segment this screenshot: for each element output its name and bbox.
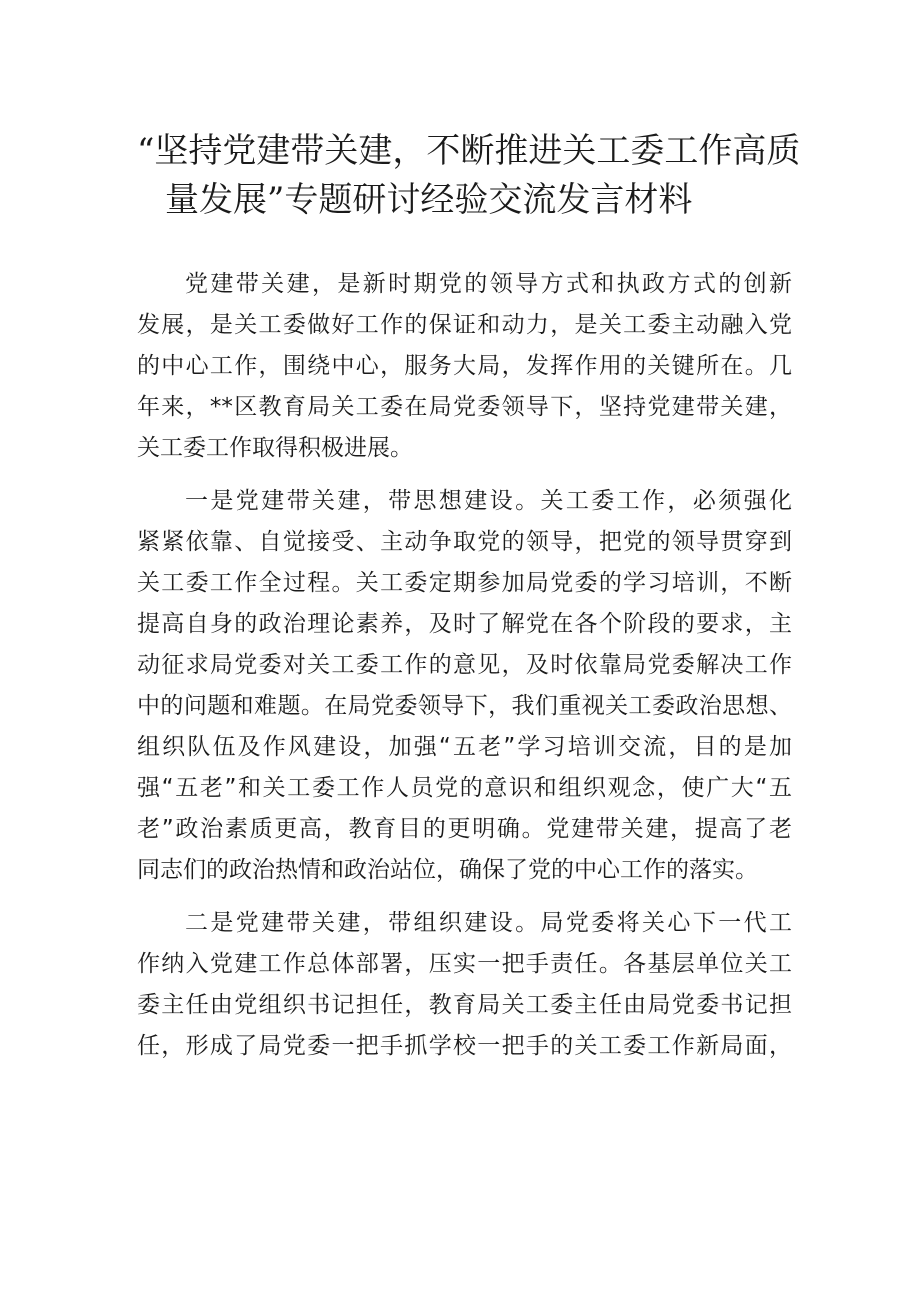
text-line: 二是党建带关建，带组织建设。局党委将关心下一代工	[185, 910, 792, 936]
text-line: 组织队伍及作风建设，加强“五老”学习培训交流，目的是加	[137, 734, 792, 760]
text-line: 提高自身的政治理论素养，及时了解党在各个阶段的要求，主	[137, 611, 792, 637]
text-line: 老”政治素质更高，教育目的更明确。党建带关建，提高了老	[137, 816, 792, 842]
document-title	[137, 127, 801, 225]
text-line: 同志们的政治热情和政治站位，确保了党的中心工作的落实。	[137, 857, 758, 883]
text-line: 动征求局党委对关工委工作的意见，及时依靠局党委解决工作	[137, 652, 792, 678]
text-line: 一是党建带关建，带思想建设。关工委工作，必须强化	[185, 488, 792, 514]
text-line: 关工委工作全过程。关工委定期参加局党委的学习培训，不断	[137, 570, 792, 596]
text-line: 任，形成了局党委一把手抓学校一把手的关工委工作新局面，	[137, 1033, 792, 1059]
text-line: 年来，**区教育局关工委在局党委领导下，坚持党建带关建，	[137, 394, 792, 420]
text-line: 党建带关建，是新时期党的领导方式和执政方式的创新	[185, 271, 792, 297]
paragraph-intro	[137, 264, 792, 469]
document-body	[137, 264, 792, 1079]
text-line: 的中心工作，围绕中心，服务大局，发挥作用的关键所在。几	[137, 353, 792, 379]
title-line-2: 量发展”专题研讨经验交流发言材料	[165, 180, 693, 220]
text-line: 关工委工作取得积极进展。	[137, 435, 413, 461]
text-line: 强“五老”和关工委工作人员党的意识和组织观念，使广大“五	[137, 775, 792, 801]
paragraph-ideology-building	[137, 481, 792, 891]
text-line: 中的问题和难题。在局党委领导下，我们重视关工委政治思想、	[137, 693, 792, 719]
text-line: 发展，是关工委做好工作的保证和动力，是关工委主动融入党	[137, 312, 792, 338]
paragraph-organization-building	[137, 903, 792, 1067]
text-line: 紧紧依靠、自觉接受、主动争取党的领导，把党的领导贯穿到	[137, 529, 792, 555]
title-line-1: “坚持党建带关建，不断推进关工委工作高质	[137, 131, 801, 171]
text-line: 作纳入党建工作总体部署，压实一把手责任。各基层单位关工	[137, 951, 792, 977]
text-line: 委主任由党组织书记担任，教育局关工委主任由局党委书记担	[137, 992, 792, 1018]
